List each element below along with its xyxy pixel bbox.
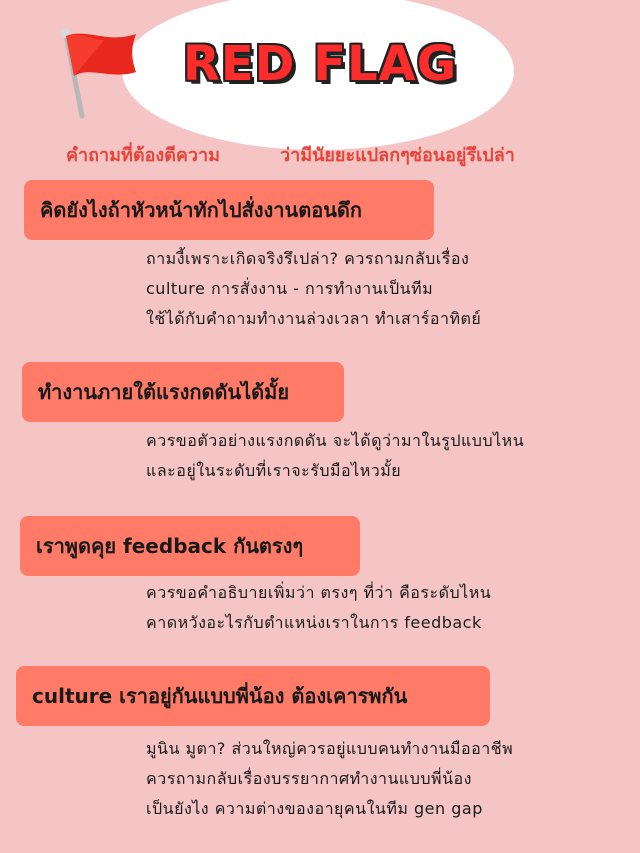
subtitle-right: ว่ามีนัยยะแปลกๆซ่อนอยู่รึเปล่า <box>280 145 515 166</box>
answer-block-4 <box>146 734 513 824</box>
answer-line: ใช้ได้กับคำถามทำงานล่วงเวลา ทำเสาร์อาทิตย์ <box>146 309 482 328</box>
answer-line: เป็นยังไง ความต่างของอายุคนในทีม gen gap <box>146 799 483 818</box>
page-title: RED FLAG <box>182 36 458 92</box>
question-box-1 <box>24 180 434 240</box>
answer-line: และอยู่ในระดับที่เราจะรับมือไหวมั้ย <box>146 461 402 480</box>
answer-block-2 <box>146 426 524 486</box>
answer-line: ควรขอคำอธิบายเพิ่มว่า ตรงๆ ที่ว่า คือระดับไหน <box>146 583 492 602</box>
question-box-3 <box>20 516 360 576</box>
question-text: คิดยังไงถ้าหัวหน้าทักไปสั่งงานตอนดึก <box>40 198 362 222</box>
answer-line: มูนิน มูตา? ส่วนใหญ่ควรอยู่แบบคนทำงานมืออาชีพ <box>146 739 514 758</box>
answer-line: ถามงี้เพราะเกิดจริงรึเปล่า? ควรถามกลับเรื่อง <box>146 249 470 268</box>
subtitle-left: คำถามที่ต้องตีความ <box>66 145 220 166</box>
question-text: ทำงานภายใต้แรงกดดันได้มั้ย <box>38 380 290 404</box>
question-text: culture เราอยู่กันแบบพี่น้อง ต้องเคารพกัน <box>32 684 408 708</box>
question-box-4 <box>16 666 490 726</box>
question-box-2 <box>22 362 344 422</box>
answer-block-3 <box>146 578 491 638</box>
answer-line: culture การสั่งงาน - การทำงานเป็นทีม <box>146 279 434 298</box>
answer-line: ควรถามกลับเรื่องบรรยากาศทำงานแบบพี่น้อง <box>146 769 472 788</box>
answer-block-1 <box>146 244 481 334</box>
red-flag-icon <box>52 26 144 122</box>
answer-line: คาดหวังอะไรกับตำแหน่งเราในการ feedback <box>146 613 482 632</box>
answer-line: ควรขอตัวอย่างแรงกดดัน จะได้ดูว่ามาในรูปแบบไหน <box>146 431 525 450</box>
question-text: เราพูดคุย feedback กันตรงๆ <box>36 534 304 558</box>
